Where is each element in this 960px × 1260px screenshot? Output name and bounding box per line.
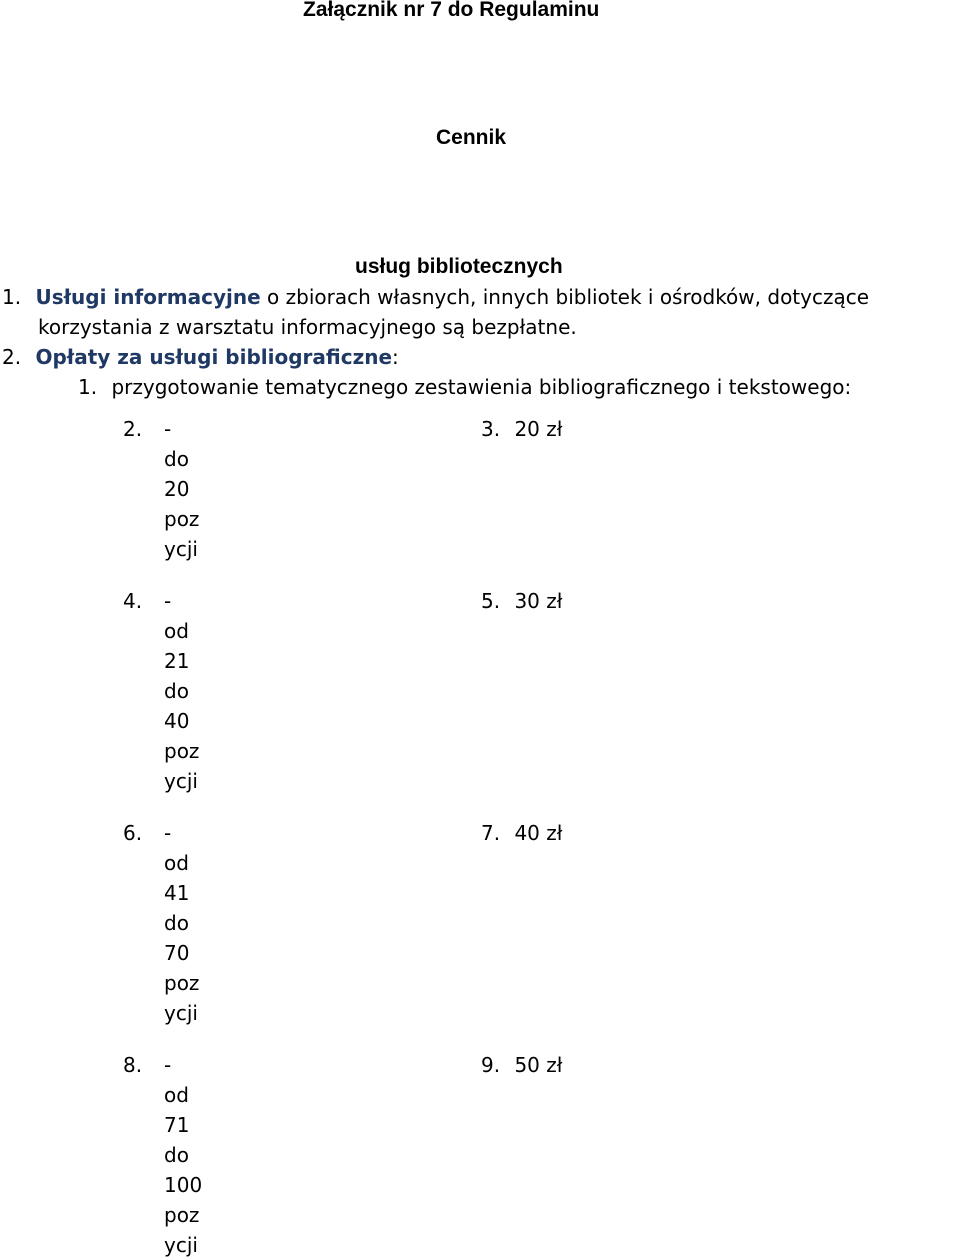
- section-1-bold-title: Usługi informacyjne: [35, 285, 261, 309]
- range-line: poz: [164, 1203, 200, 1227]
- range-line: do: [164, 911, 189, 935]
- section-1-number: 1.: [2, 285, 22, 309]
- range-line: -: [164, 1053, 172, 1077]
- section-1-text: o zbiorach własnych, innych bibliotek i ośrodków, dotyczące: [260, 285, 870, 309]
- range-line: 21: [164, 649, 190, 673]
- range-line: od: [164, 1083, 189, 1107]
- subtitle: usług bibliotecznych: [355, 255, 563, 278]
- range-line: do: [164, 679, 189, 703]
- price-value: 40 zł: [514, 821, 563, 845]
- range-line: ycji: [164, 537, 198, 561]
- range-line: 71: [164, 1113, 190, 1137]
- price-value: 30 zł: [514, 589, 563, 613]
- range-line: 100: [164, 1173, 203, 1197]
- price-list-heading: Cennik: [436, 126, 507, 149]
- range-line: do: [164, 447, 189, 471]
- price-number: 5.: [481, 589, 501, 613]
- range-line: poz: [164, 739, 200, 763]
- range-line: -: [164, 589, 172, 613]
- price-value: 50 zł: [514, 1053, 563, 1077]
- section-1-line-2: korzystania z warsztatu informacyjnego są bezpłatne.: [38, 315, 577, 339]
- price-number: 3.: [481, 417, 501, 441]
- section-2-colon: :: [392, 345, 399, 369]
- price-row-1-price: [481, 414, 562, 444]
- range-line: ycji: [164, 769, 198, 793]
- range-line: 20: [164, 477, 190, 501]
- price-row-2-price: [481, 586, 562, 616]
- range-number: 8.: [123, 1053, 143, 1077]
- range-line: -: [164, 821, 172, 845]
- range-line: 41: [164, 881, 190, 905]
- range-line: poz: [164, 507, 200, 531]
- price-row-3-price: [481, 818, 562, 848]
- range-line: 40: [164, 709, 190, 733]
- section-2-sub-item: [78, 372, 851, 402]
- range-line: od: [164, 851, 189, 875]
- sub-item-text: przygotowanie tematycznego zestawienia bibliograficznego i tekstowego:: [111, 375, 852, 399]
- sub-item-number: 1.: [78, 375, 98, 399]
- range-line: do: [164, 1143, 189, 1167]
- section-2-heading: [2, 342, 399, 372]
- range-number: 6.: [123, 821, 143, 845]
- price-number: 7.: [481, 821, 501, 845]
- range-line: 70: [164, 941, 190, 965]
- section-2-title: Opłaty za usługi bibliograficzne: [35, 345, 393, 369]
- price-value: 20 zł: [514, 417, 563, 441]
- section-2-number: 2.: [2, 345, 22, 369]
- range-line: ycji: [164, 1233, 198, 1257]
- price-number: 9.: [481, 1053, 501, 1077]
- range-line: od: [164, 619, 189, 643]
- range-number: 4.: [123, 589, 143, 613]
- range-number: 2.: [123, 417, 143, 441]
- document-title: Załącznik nr 7 do Regulaminu: [303, 0, 600, 21]
- range-line: ycji: [164, 1001, 198, 1025]
- range-line: poz: [164, 971, 200, 995]
- section-1-line-1: [2, 282, 869, 312]
- price-row-4-price: [481, 1050, 562, 1080]
- range-line: -: [164, 417, 172, 441]
